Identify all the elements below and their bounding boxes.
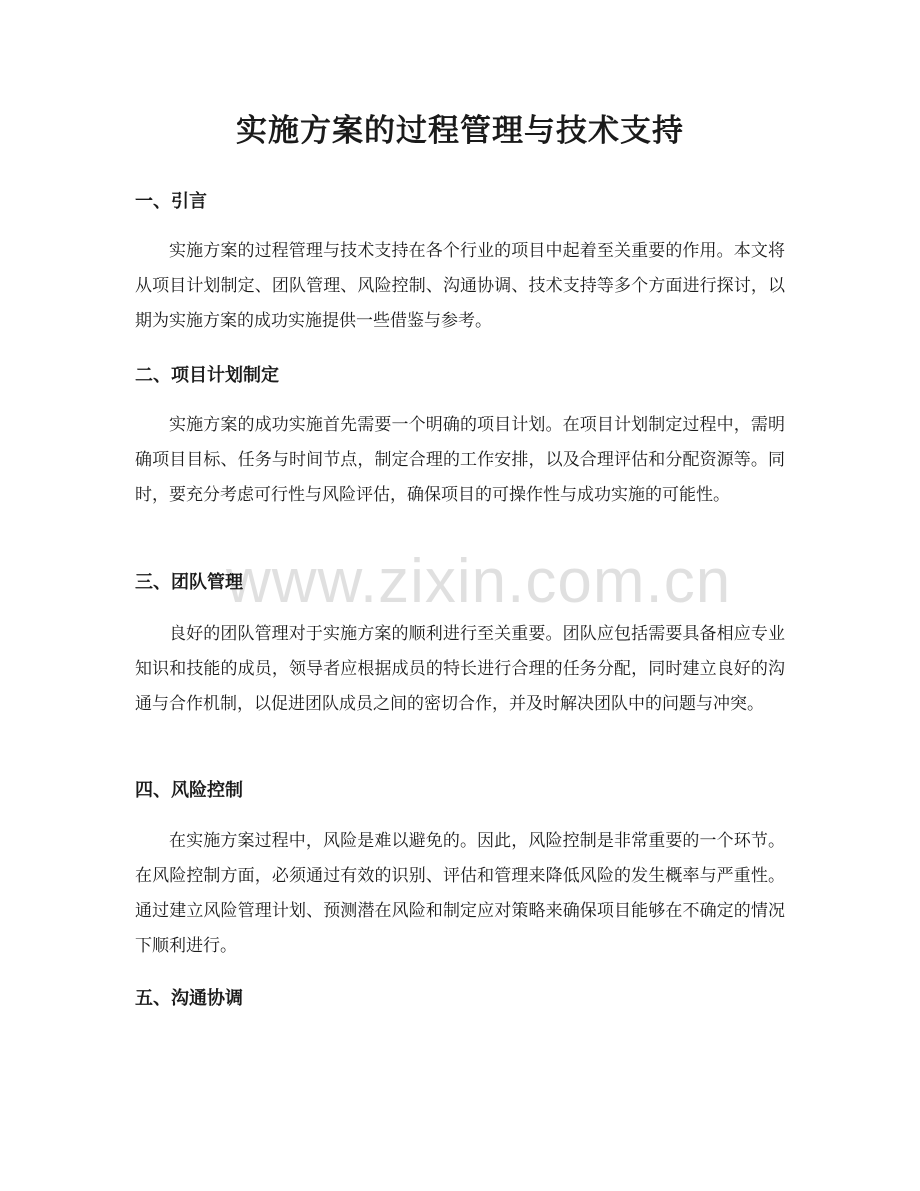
section-paragraph-team-management: 良好的团队管理对于实施方案的顺利进行至关重要。团队应包括需要具备相应专业知识和技能的成员，领导者应根据成员的特长进行合理的任务分配，同时建立良好的沟通与合作机制，以促进团队成员之间的密切合作，并及时解决团队中的问题与冲突。 <box>135 624 785 714</box>
section-heading-team-management: 三、团队管理 <box>135 572 243 593</box>
section-heading-introduction: 一、引言 <box>135 191 207 212</box>
section-paragraph-project-planning: 实施方案的成功实施首先需要一个明确的项目计划。在项目计划制定过程中，需明确项目目标、任务与时间节点，制定合理的工作安排，以及合理评估和分配资源等。同时，要充分考虑可行性与风险评估，确保项目的可操作性与成功实施的可能性。 <box>135 415 785 505</box>
section-heading-project-planning: 二、项目计划制定 <box>135 365 279 386</box>
section-paragraph-risk-control: 在实施方案过程中，风险是难以避免的。因此，风险控制是非常重要的一个环节。在风险控制方面，必须通过有效的识别、评估和管理来降低风险的发生概率与严重性。通过建立风险管理计划、预测潜在风险和制定应对策略来确保项目能够在不确定的情况下顺利进行。 <box>135 831 785 956</box>
section-heading-communication: 五、沟通协调 <box>135 988 243 1009</box>
document-title: 实施方案的过程管理与技术支持 <box>236 113 684 149</box>
watermark-text: www.zixin.com.cn <box>226 547 732 616</box>
section-paragraph-introduction: 实施方案的过程管理与技术支持在各个行业的项目中起着至关重要的作用。本文将从项目计划制定、团队管理、风险控制、沟通协调、技术支持等多个方面进行探讨，以期为实施方案的成功实施提供一些借鉴与参考。 <box>135 241 785 331</box>
section-heading-risk-control: 四、风险控制 <box>135 780 243 801</box>
